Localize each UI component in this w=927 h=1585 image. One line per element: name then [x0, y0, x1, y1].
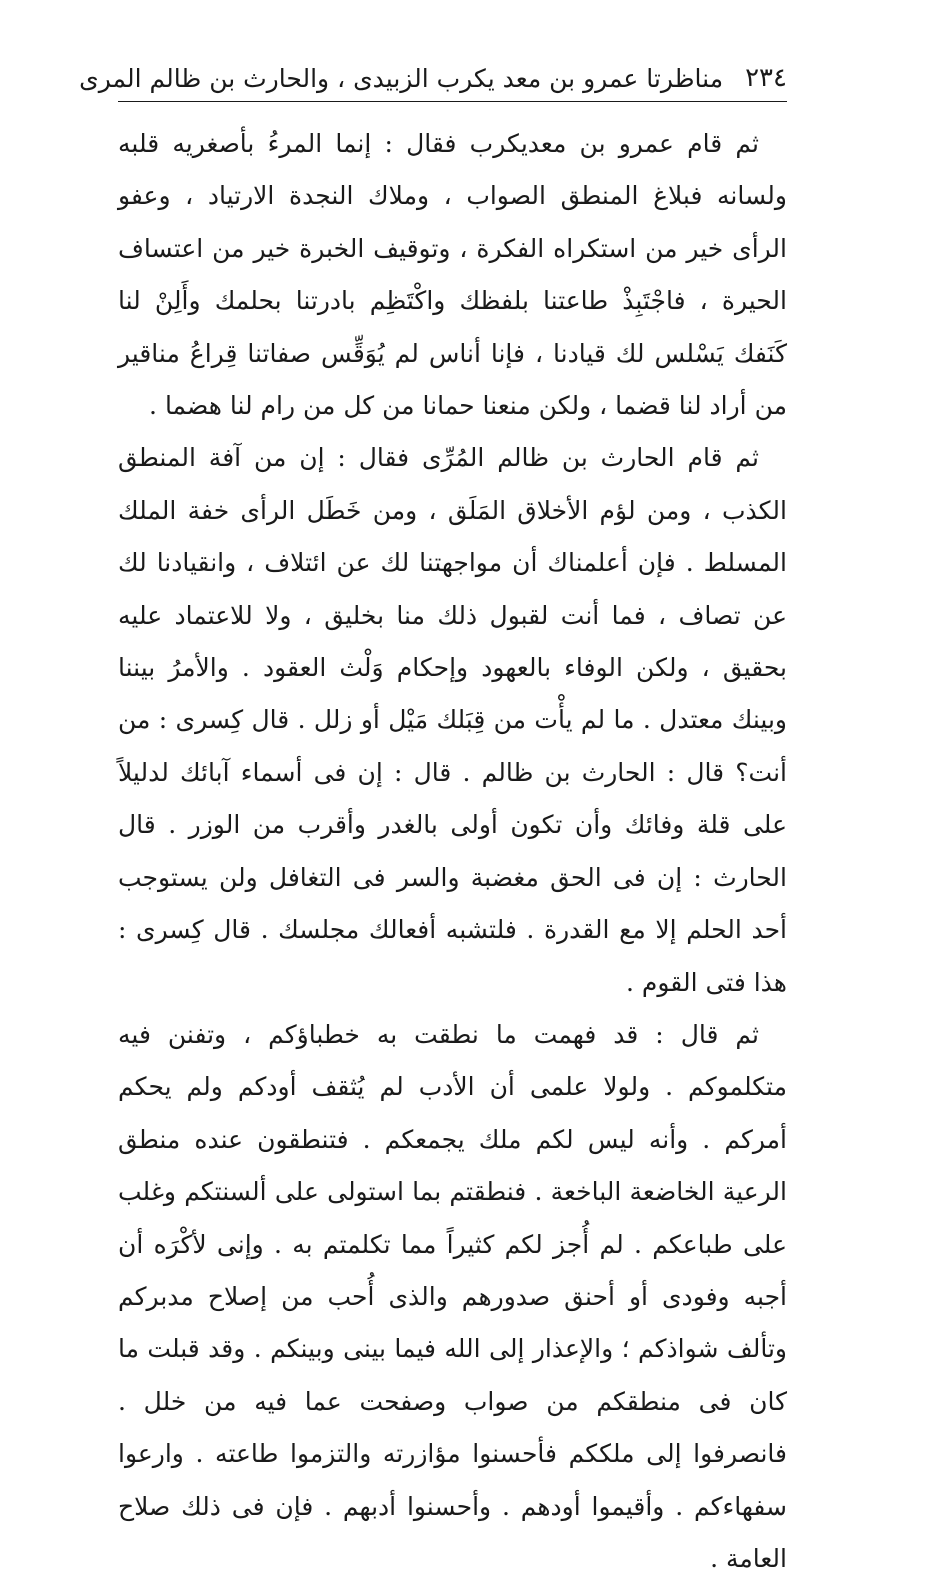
page-number: ٢٣٤: [745, 63, 787, 93]
header-rule: [118, 101, 787, 102]
paragraph-amr-speech: ثم قام عمرو بن معديكرب فقال : إنما المرءُ بأصغريه قلبه ولسانه فبلاغ المنطق الصواب ، وملاك النجدة الارتياد ، وعفو الرأى خير من استكراه الفكرة ، وتوقيف الخبرة خير من اعتساف الحيرة ، فاجْتَبِذْ طاعتنا بلفظك واكْتَظِم بادرتنا بحلمك وأَلِنْ لنا كَنَفك يَسْلس لك قيادنا ، فإنا أناس لم يُوَقِّس صفاتنا قِراعُ مناقير من أراد لنا قضما ، ولكن منعنا حمانا من كل من رام لنا هضما .: [118, 129, 787, 421]
body-text: [118, 118, 787, 1585]
paragraph-kisra-reply: ثم قال : قد فهمت ما نطقت به خطباؤكم ، وتفنن فيه متكلموكم . ولولا علمى أن الأدب لم يُثقف أودكم ولم يحكم أمركم . وأنه ليس لكم ملك يجمعكم . فتنطقون عنده منطق الرعية الخاضعة الباخعة . فنطقتم بما استولى على ألسنتكم وغلب على طباعكم . لم أُجز لكم كثيراً مما تكلمتم به . وإنى لأكْرَه أن أجبه وفودى أو أحنق صدورهم والذى أُحب من إصلاح مدبركم وتألف شواذكم ؛ والإعذار إلى الله فيما بينى وبينكم . وقد قبلت ما كان فى منطقكم من صواب وصفحت عما فيه من خلل . فانصرفوا إلى ملككم فأحسنوا مؤازرته والتزموا طاعته . وارعوا سفهاءكم . وأقيموا أودهم . وأحسنوا أدبهم . فإن فى ذلك صلاح العامة .: [118, 1019, 787, 1573]
running-head-title: مناظرتا عمرو بن معد يكرب الزبيدى ، والحارث بن ظالم المرى: [79, 63, 724, 93]
paragraph-harith-speech: ثم قام الحارث بن ظالم المُرِّى فقال : إن من آفة المنطق الكذب ، ومن لؤم الأخلاق المَلَق ، ومن خَطَل الرأى خفة الملك المسلط . فإن أعلمناك أن مواجهتنا لك عن ائتلاف ، وانقيادنا لك عن تصاف ، فما أنت لقبول ذلك منا بخليق ، ولا للاعتماد عليه بحقيق ، ولكن الوفاء بالعهود وإحكام وَلْث العقود . والأمرُ بيننا وبينك معتدل . ما لم يأْت من قِبَلك مَيْل أو زلل . قال كِسرى : من أنت؟ قال : الحارث بن ظالم . قال : إن فى أسماء آبائك لدليلاً على قلة وفائك وأن تكون أولى بالغدر وأقرب من الوزر . قال الحارث : إن فى الحق مغضبة والسر فى التغافل ولن يستوجب أحد الحلم إلا مع القدرة . فلتشبه أفعالك مجلسك . قال كِسرى : هذا فتى القوم .: [118, 443, 787, 997]
running-head: [79, 58, 787, 98]
